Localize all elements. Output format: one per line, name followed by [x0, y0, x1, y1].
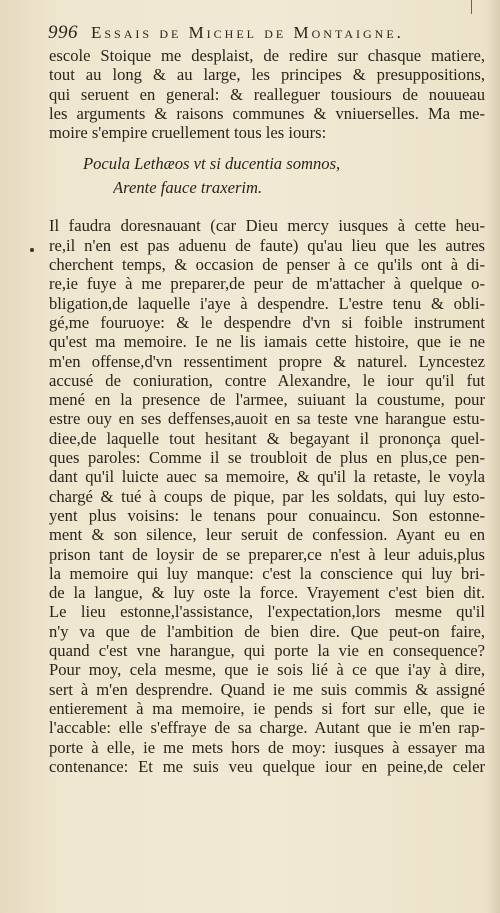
- page-number: 996: [48, 22, 78, 43]
- text-line: gé,me fouruoye: & le despendre d'vn si foible instrument: [49, 312, 485, 332]
- margin-mark: [30, 248, 34, 252]
- text-line: l'accable: elle s'effraye de sa charge. Autant que ie m'en rap-: [49, 718, 485, 738]
- text-line: Le lieu estonne,l'assistance, l'expectation,lors mesme qu'il: [49, 602, 485, 622]
- margin-tick: [471, 0, 472, 14]
- text-line: Pour moy, cela mesme, que ie sois lié à ce que i'ay à dire,: [49, 660, 485, 680]
- text-line: chargé & tué à coups de pique, par les soldats, qui luy esto-: [49, 486, 485, 506]
- text-line: re,il n'en est pas aduenu de faute) qu'au lieu que les autres: [49, 235, 485, 255]
- text-line: la memoire qui luy manque: c'est la conscience qui luy bri-: [49, 563, 485, 583]
- text-line: Il faudra doresnauant (car Dieu mercy iusques à cette heu-: [49, 216, 485, 236]
- text-line: quand c'est vne harangue, qui porte la vie en consequence?: [49, 641, 485, 661]
- latin-verse-line-1: [49, 154, 485, 178]
- text-line: re,ie fuye à me preparer,de peur de m'attacher à quelque o-: [49, 274, 485, 294]
- text-line: accusé de coniuration, contre Alexandre, le iour qu'il fut: [49, 370, 485, 390]
- text-line: qu'est ma memoire. Ie ne lis iamais cette histoire, que ie ne: [49, 332, 485, 352]
- paragraph-2: [49, 216, 485, 776]
- text-line: porte à elle, ie me mets hors de moy: iusques à essayer ma: [49, 737, 485, 757]
- text-line: m'en offense,d'vn ressentiment propre & naturel. Lyncestez: [49, 351, 485, 371]
- text-line: cherchent temps, & occasion de penser à ce qu'ils ont à di-: [49, 255, 485, 275]
- text-line: de la langue, & luy oste la force. Vrayement c'est bien dit.: [49, 583, 485, 603]
- text-line: yent plus voisins: le tenans pour conuaincu. Son estonne-: [49, 505, 485, 525]
- body-text: [49, 46, 485, 776]
- text-line: contenance: Et me suis veu quelque iour en peine,de celer: [49, 756, 485, 776]
- text-line: sert à m'en desprendre. Quand ie me suis commis & assigné: [49, 679, 485, 699]
- text-line: qui seruent en general: & realleguer tousiours de nouueau: [49, 84, 485, 104]
- text-line: ques paroles: Comme il se troubloit de plus en plus,ce pen-: [49, 448, 485, 468]
- page-edge-shadow: [486, 0, 500, 913]
- text-line: mené en la presence de l'armee, suiuant la coustume, pour: [49, 390, 485, 410]
- text-line: entierement à ma memoire, ie pends si fort sur elle, que ie: [49, 698, 485, 718]
- verse-text: Pocula Lethæos vt si ducentia somnos,: [83, 154, 341, 174]
- text-line: moire s'empire cruellement tous les iours:: [49, 123, 327, 143]
- text-line: prison tant de loysir de se preparer,ce n'est à leur aduis,plus: [49, 544, 485, 564]
- latin-verse-line-2: [49, 178, 485, 202]
- text-line: dant qu'il luicte auec sa memoire, & qu'il la retaste, le voyla: [49, 467, 485, 487]
- text-line: diee,de laquelle tout hesitant & begayant il prononça quel-: [49, 428, 485, 448]
- text-line: ment & son silence, leur seruit de confession. Ayant eu en: [49, 525, 485, 545]
- text-line: estre ouy en ses deffenses,auoit en sa teste vne harangue estu-: [49, 409, 485, 429]
- paragraph-1: [49, 46, 485, 142]
- text-line: les arguments & raisons communes & vniuerselles. Ma me-: [49, 103, 485, 123]
- running-header: [48, 22, 468, 44]
- verse-text: Arente fauce traxerim.: [113, 178, 263, 198]
- running-title: Essais de Michel de Montaigne.: [91, 23, 404, 42]
- text-line: bligation,de laquelle i'aye à despendre. L'estre tenu & obli-: [49, 293, 485, 313]
- text-line: n'y va que de l'ambition de bien dire. Que peut-on faire,: [49, 621, 485, 641]
- text-line: escole Stoique me desplaist, de redire sur chasque matiere,: [49, 46, 485, 65]
- text-line: tout au long & au large, les principes & presuppositions,: [49, 65, 485, 85]
